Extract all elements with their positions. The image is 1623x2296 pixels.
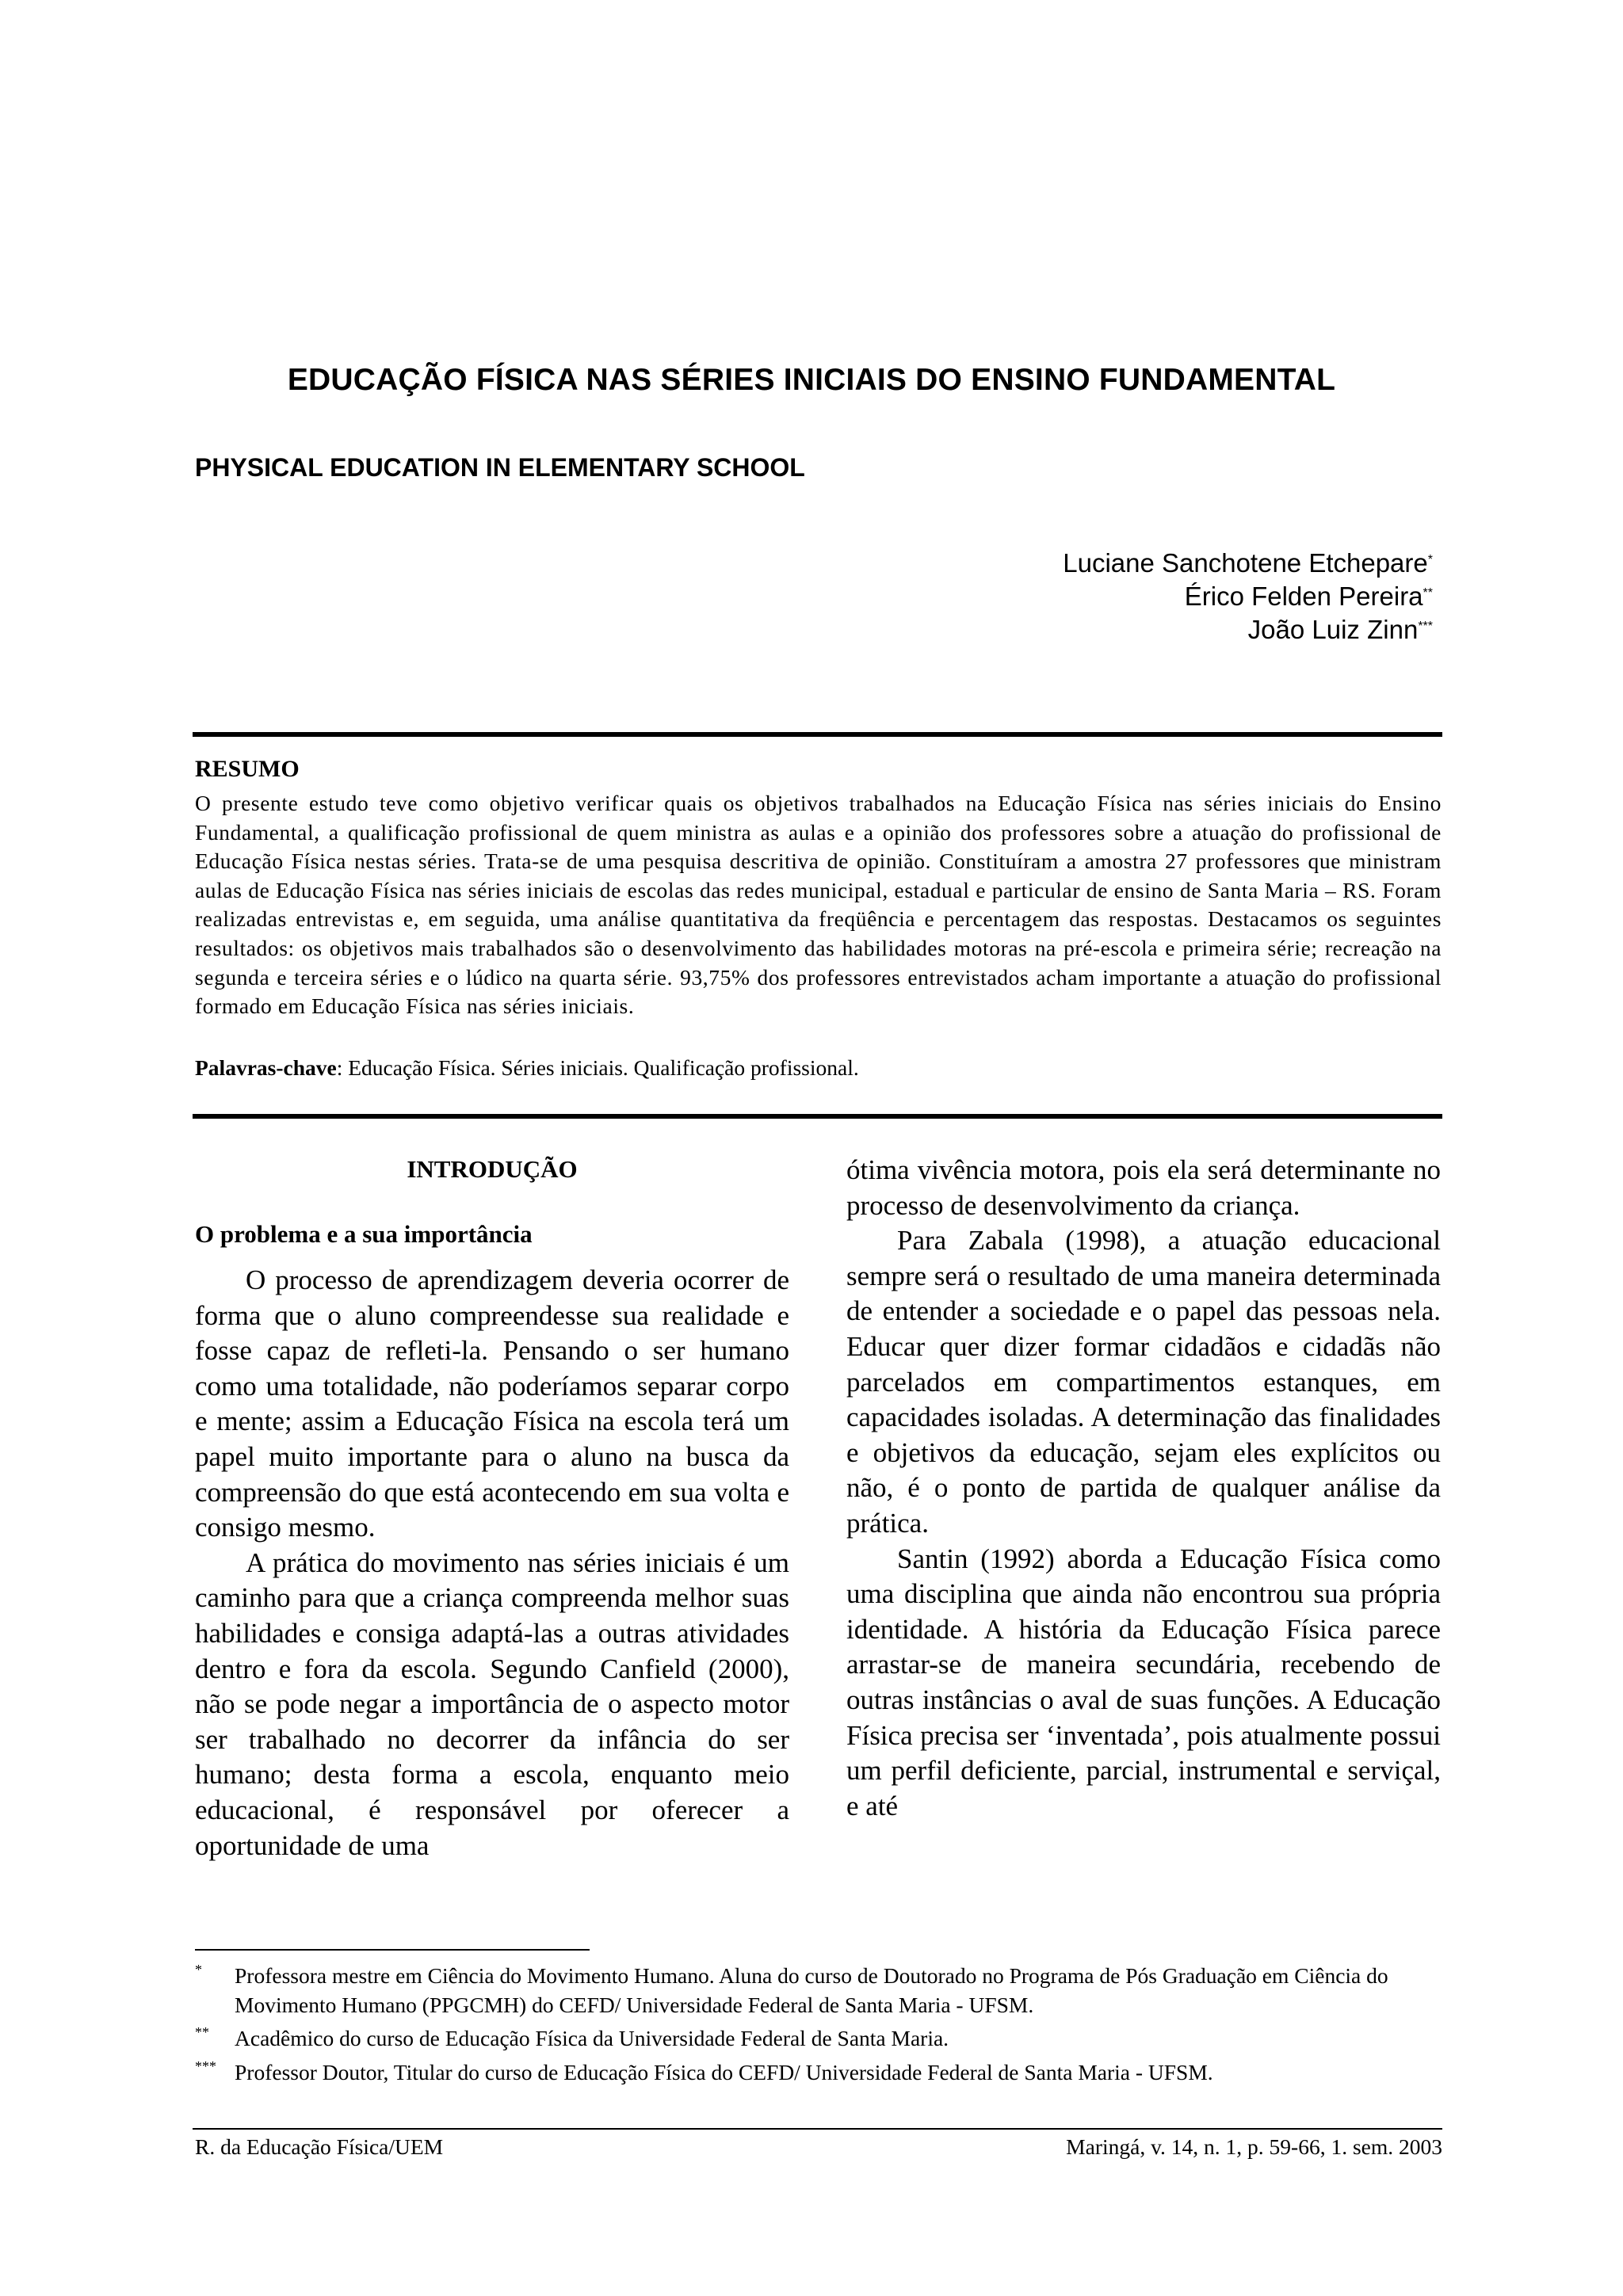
footnote-text: Professor Doutor, Titular do curso de Educação Física do CEFD/ Universidade Federal de Santa Maria - UFSM. — [235, 2059, 1213, 2084]
author-footnote-mark: ** — [1423, 586, 1433, 600]
paragraph: O processo de aprendizagem deveria ocorrer de forma que o aluno compreendesse sua realidade e fosse capaz de refleti-la. Pensando o ser humano como uma totalidade, não poderíamos separar corpo e mente; assim a Educação Física na escola terá um papel muito importante para o aluno na busca da compreensão do que está acontecendo em sua volta e consigo mesmo. — [195, 1264, 789, 1543]
footnote-separator — [195, 1949, 590, 1951]
footnote-mark: *** — [195, 2058, 216, 2074]
footnote — [195, 2058, 1442, 2088]
keywords-values: : Educação Física. Séries iniciais. Qualificação profissional. — [336, 1055, 859, 1080]
footnote-text: Acadêmico do curso de Educação Física da Universidade Federal de Santa Maria. — [235, 2026, 949, 2051]
footnotes — [195, 1962, 1442, 2092]
paragraph: Santin (1992) aborda a Educação Física como uma disciplina que ainda não encontrou sua própria identidade. A história da Educação Física parece arrastar-se de maneira secundária, recebendo de outras instâncias o aval de suas funções. A Educação Física precisa ser ‘inventada’, pois atualmente possui um perfil deficiente, parcial, instrumental e serviçal, e até — [846, 1543, 1441, 1821]
subsection-heading: O problema e a sua importância — [195, 1220, 533, 1248]
section-heading-introduction: INTRODUÇÃO — [407, 1155, 578, 1183]
author-name: Érico Felden Pereira — [1184, 582, 1423, 611]
author-footnote-mark: * — [1427, 553, 1433, 566]
author-footnote-mark: *** — [1418, 620, 1433, 633]
keywords-label: Palavras-chave — [195, 1055, 337, 1080]
authors-block — [1063, 547, 1433, 646]
abstract-top-rule — [193, 732, 1442, 737]
footer-rule — [193, 2128, 1442, 2130]
author-1 — [1063, 547, 1433, 580]
abstract-text: O presente estudo teve como objetivo verificar quais os objetivos trabalhados na Educação Física nas séries iniciais do Ensino Fundamental, a qualificação profissional de quem ministra as aulas e a opinião dos professores sobre a atuação do profissional de Educação Física nestas séries. Trata-se de uma pesquisa descritiva de opinião. Constituíram a amostra 27 professores que ministram aulas de Educação Física nas séries iniciais de escolas das redes municipal, estadual e particular de ensino de Santa Maria – RS. Foram realizadas entrevistas e, em seguida, uma análise quantitativa da freqüência e percentagem das respostas. Destacamos os seguintes resultados: os objetivos mais trabalhados são o desenvolvimento das habilidades motoras na pré-escola e primeira série; recreação na segunda e terceira séries e o lúdico na quarta série. 93,75% dos professores entrevistados acham importante a atuação do profissional formado em Educação Física nas séries iniciais. — [195, 791, 1442, 1019]
author-name: Luciane Sanchotene Etchepare — [1063, 548, 1428, 578]
footnote — [195, 1962, 1442, 2019]
journal-name: R. da Educação Física/UEM — [195, 2134, 444, 2159]
article-subtitle: PHYSICAL EDUCATION IN ELEMENTARY SCHOOL — [195, 453, 805, 482]
paragraph: A prática do movimento nas séries iniciais é um caminho para que a criança compreenda melhor suas habilidades e consiga adaptá-las a outras atividades dentro e fora da escola. Segundo Canfield (2000), não se pode negar a importância de o aspecto motor ser trabalhado no decorrer da infância do ser humano; desta forma a escola, enquanto meio educacional, é responsável por oferecer a oportunidade de uma — [195, 1547, 789, 1861]
right-column — [846, 1153, 1441, 1824]
abstract-heading: RESUMO — [195, 756, 300, 782]
abstract-bottom-rule — [193, 1114, 1442, 1119]
citation-info: Maringá, v. 14, n. 1, p. 59-66, 1. sem. 2003 — [1066, 2134, 1442, 2159]
paragraph-continuation: ótima vivência motora, pois ela será determinante no processo de desenvolvimento da criança. — [846, 1154, 1441, 1221]
footnote — [195, 2024, 1442, 2054]
keywords-line — [195, 1055, 859, 1081]
footnote-mark: * — [195, 1962, 202, 1978]
footnote-text: Professora mestre em Ciência do Movimento Humano. Aluna do curso de Doutorado no Programa de Pós Graduação em Ciência do Movimento Humano (PPGCMH) do CEFD/ Universidade Federal de Santa Maria - UFSM. — [235, 1963, 1388, 2017]
footnote-mark: ** — [195, 2024, 209, 2041]
author-name: João Luiz Zinn — [1247, 615, 1419, 644]
article-title: EDUCAÇÃO FÍSICA NAS SÉRIES INICIAIS DO ENSINO FUNDAMENTAL — [287, 363, 1336, 397]
paragraph: Para Zabala (1998), a atuação educacional sempre será o resultado de uma maneira determinada de entender a sociedade e o papel das pessoas nela. Educar quer dizer formar cidadãos e cidadãs não parcelados em compartimentos estanques, em capacidades isoladas. A determinação das finalidades e objetivos da educação, sejam eles explícitos ou não, é o ponto de partida de qualquer análise da prática. — [846, 1225, 1441, 1539]
left-column — [195, 1263, 789, 1863]
author-2 — [1063, 580, 1433, 613]
author-3 — [1063, 613, 1433, 646]
